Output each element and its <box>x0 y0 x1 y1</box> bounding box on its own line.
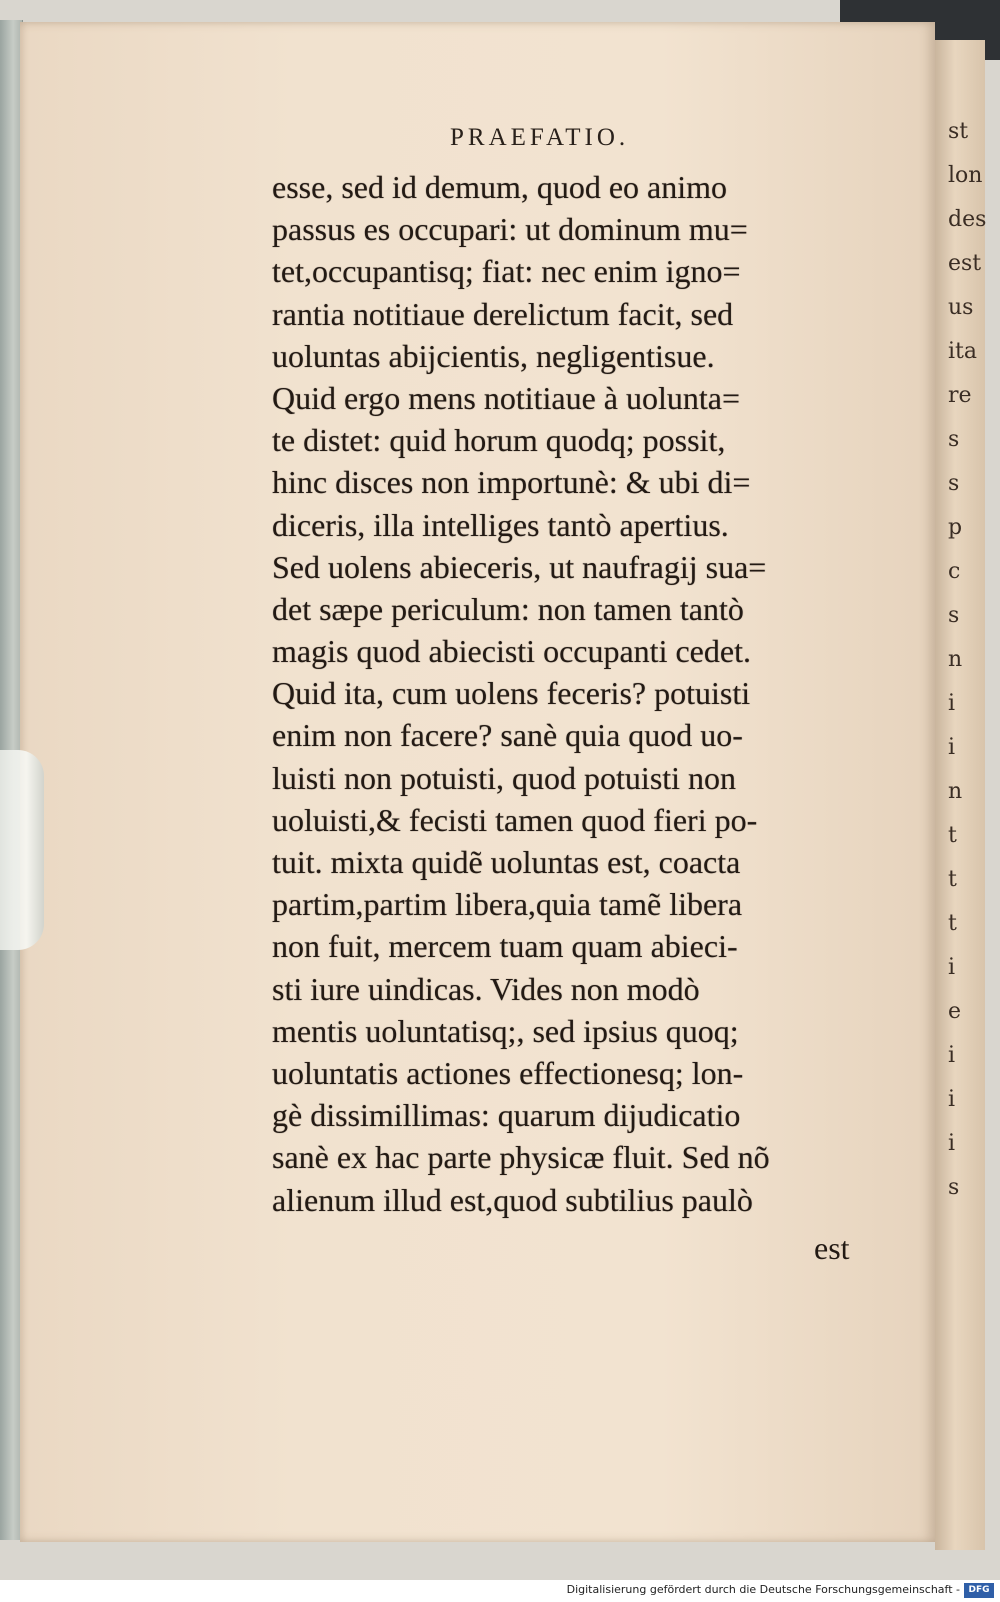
facing-page-fragment: i <box>948 1087 956 1112</box>
facing-page-fragment: st <box>948 119 969 144</box>
text-line: Quid ita, cum uolens feceris? potuisti <box>272 675 751 712</box>
facing-page-fragment: ita <box>948 339 977 364</box>
facing-page-text <box>948 110 987 1210</box>
text-line: passus es occupari: ut dominum mu= <box>272 211 748 248</box>
facing-page-fragment: s <box>948 427 960 452</box>
facing-page-fragment: est <box>948 251 982 276</box>
text-line: enim non facere? sanè quia quod uo- <box>272 717 743 754</box>
text-line: uoluntatis actiones effectionesq; lon- <box>272 1054 744 1091</box>
facing-page-fragment: p <box>948 515 963 540</box>
facing-page-fragment: i <box>948 1131 956 1156</box>
page-clip <box>0 750 44 950</box>
body-text <box>272 166 872 1221</box>
text-line: rantia notitiaue derelictum facit, sed <box>272 295 734 332</box>
text-line: Sed uolens abieceris, ut naufragij sua= <box>272 548 767 585</box>
text-line: partim,partim libera,quia tamẽ libera <box>272 886 743 923</box>
text-line: det sæpe periculum: non tamen tantò <box>272 590 744 627</box>
footer-bar <box>0 1580 1000 1602</box>
facing-page-fragment: s <box>948 1175 960 1200</box>
text-line: Quid ergo mens notitiaue à uolunta= <box>272 379 741 416</box>
text-line: te distet: quid horum quodq; possit, <box>272 422 726 459</box>
facing-page-fragment: re <box>948 383 972 408</box>
text-line: esse, sed id demum, quod eo animo <box>272 169 728 205</box>
text-line: tuit. mixta quidẽ uoluntas est, coacta <box>272 844 741 880</box>
text-line: non fuit, mercem tuam quam abieci- <box>272 928 738 965</box>
text-line: sti iure uindicas. Vides non modò <box>272 970 700 1007</box>
facing-page-fragment: t <box>948 823 957 848</box>
text-line: uoluisti,& fecisti tamen quod fieri po- <box>272 801 758 838</box>
text-line: sanè ex hac parte physicæ fluit. Sed nõ <box>272 1139 770 1176</box>
facing-page-fragment: e <box>948 999 962 1024</box>
facing-page-fragment: s <box>948 603 960 628</box>
facing-page-fragment: lon <box>948 163 983 188</box>
text-line: hinc disces non importunè: & ubi di= <box>272 464 751 501</box>
dfg-logo: DFG <box>964 1583 994 1598</box>
text-line: mentis uoluntatisq;, sed ipsius quoq; <box>272 1012 739 1049</box>
facing-page-fragment: n <box>948 647 963 672</box>
facing-page-fragment: t <box>948 867 957 892</box>
text-line: uoluntas abijcientis, negligentisue. <box>272 337 715 374</box>
text-line: alienum illud est,quod subtilius paulò <box>272 1181 753 1218</box>
facing-page-fragment: c <box>948 559 961 584</box>
facing-page-fragment: us <box>948 295 974 320</box>
text-line: magis quod abiecisti occupanti cedet. <box>272 633 751 670</box>
text-line: luisti non potuisti, quod potuisti non <box>272 759 737 796</box>
running-header: PRAEFATIO. <box>450 124 630 151</box>
footer-credit: Digitalisierung gefördert durch die Deutsche Forschungsgemeinschaft - <box>566 1583 960 1596</box>
facing-page-fragment: s <box>948 471 960 496</box>
facing-page-fragment: t <box>948 911 957 936</box>
facing-page-fragment: n <box>948 779 963 804</box>
text-line: diceris, illa intelliges tantò apertius. <box>272 506 729 543</box>
facing-page-fragment: des <box>948 207 987 232</box>
text-line: tet,occupantisq; fiat: nec enim igno= <box>272 253 741 290</box>
facing-page-fragment: i <box>948 691 956 716</box>
facing-page-fragment: i <box>948 735 956 760</box>
facing-page-fragment: i <box>948 955 956 980</box>
text-line: gè dissimillimas: quarum dijudicatio <box>272 1097 741 1134</box>
facing-page-fragment: i <box>948 1043 956 1068</box>
catchword: est <box>814 1230 850 1266</box>
